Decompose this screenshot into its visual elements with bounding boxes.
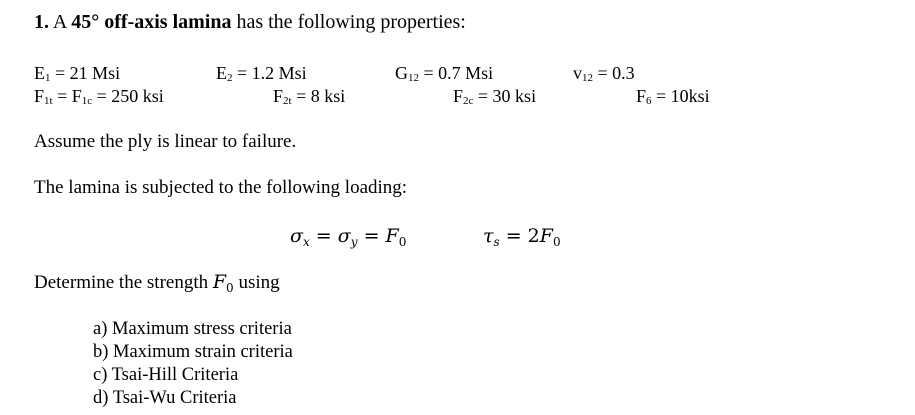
- shear-stress-equation: $\tau_s = 2F_0$: [483, 225, 561, 249]
- criteria-item: a) Maximum stress criteria: [93, 319, 292, 339]
- prop-g12: G12 = 0.7 Msi: [395, 63, 494, 84]
- prop-f1: F1t = F1c = 250 ksi: [34, 86, 164, 107]
- criteria-item: d) Tsai-Wu Criteria: [93, 388, 237, 408]
- title-pre: A: [52, 11, 72, 33]
- criteria-list: [93, 318, 293, 410]
- prop-f2c: F2c = 30 ksi: [453, 86, 537, 107]
- title-post: has the following properties:: [231, 11, 466, 33]
- normal-stress-equation: $\sigma_x = \sigma_y = F_0$: [290, 225, 407, 249]
- determine-text: Determine the strength $F_0$ using: [34, 271, 280, 295]
- problem-number: 1.: [34, 11, 49, 33]
- prop-f6: F6 = 10ksi: [636, 86, 710, 107]
- prop-e1: E1 = 21 Msi: [34, 63, 121, 84]
- prop-v12: v12 = 0.3: [573, 63, 635, 84]
- prop-f2t: F2t = 8 ksi: [273, 86, 346, 107]
- criteria-item: c) Tsai-Hill Criteria: [93, 365, 239, 385]
- prop-e2: E2 = 1.2 Msi: [216, 63, 307, 84]
- problem-title: [34, 11, 466, 34]
- title-bold: 45° off-axis lamina: [71, 11, 232, 33]
- loading-intro: The lamina is subjected to the following loading:: [34, 177, 408, 198]
- criteria-item: b) Maximum strain criteria: [93, 342, 293, 362]
- assumption-text: Assume the ply is linear to failure.: [34, 131, 297, 152]
